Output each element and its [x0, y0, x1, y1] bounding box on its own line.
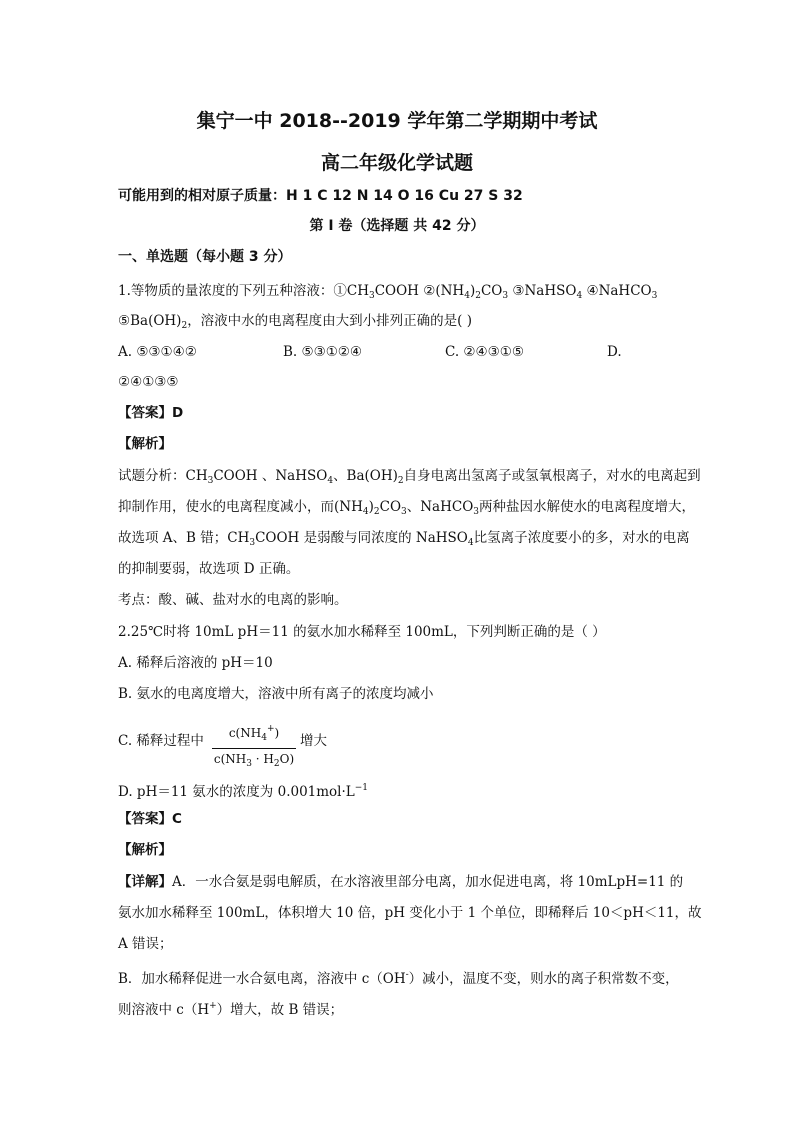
q2-option-b: B. 氨水的电离度增大，溶液中所有离子的浓度均减小 [118, 686, 434, 702]
q2-option-a: A. 稀释后溶液的 pH＝10 [118, 655, 273, 671]
q2-option-c-suffix: 增大 [300, 733, 327, 749]
q2-detail-line2: 氨水加水稀释至 100mL，体积增大 10 倍，pH 变化小于 1 个单位，即稀释后 10＜pH＜11，故 [118, 905, 702, 921]
q1-option-c: C. ②④③①⑤ [445, 344, 524, 360]
q1-option-d-cont: ②④①③⑤ [118, 374, 179, 390]
q2-answer: 【答案】C [118, 811, 182, 827]
q2-detail-line3: A 错误； [118, 936, 173, 952]
q2-detail-line4: B．加水稀释促进一水合氨电离，溶液中 c（OH-）减小，温度不变，则水的离子积常数不变， [118, 970, 679, 987]
q1-stem-line2: $⑤Ba(OH)_2$，溶液中水的电离程度由大到小排列正确的是( ) [118, 313, 473, 331]
section-heading: 一、单选题（每小题 3 分） [118, 249, 292, 265]
part-heading: 第 I 卷（选择题 共 42 分） [309, 218, 485, 234]
fraction-numerator: $c(NH_4^+)$ [228, 724, 280, 743]
fraction-bar [212, 748, 296, 749]
fraction-denominator: $c(NH_3 \cdot H_2O)$ [213, 752, 295, 769]
q1-analysis-line2: 抑制作用，使水的电离程度减小，而$(NH_4)_2CO_3$、NaHCO$_3$两种盐因水解使水的电离程度增大， [118, 499, 696, 517]
q1-answer: 【答案】D [118, 405, 184, 421]
q2-stem: 2.25℃时将 10mL pH＝11 的氨水加水稀释至 100mL，下列判断正确的是（ ） [118, 624, 606, 640]
q2-option-c-fraction [212, 720, 296, 773]
q1-stem-line1: 1.等物质的量浓度的下列五种溶液：$①CH_3COOH$ $②(NH_4)_2CO_3$ ③NaHSO$_4$ ④NaHCO$_3$ [118, 283, 658, 301]
atomic-mass-line: 可能用到的相对原子质量：H 1 C 12 N 14 O 16 Cu 27 S 32 [118, 188, 523, 204]
q1-analysis-line1: 试题分析：$CH_3COOH$ 、NaHSO$_4$、$Ba(OH)_2$自身电离出氢离子或氢氧根离子，对水的电离起到 [118, 468, 701, 486]
q1-option-b: B. ⑤③①②④ [283, 344, 363, 360]
q1-analysis-tag: 【解析】 [118, 436, 172, 452]
q1-option-d: D. [607, 344, 622, 360]
q1-analysis-line3: 故选项 A、B 错；$CH_3COOH$ 是弱酸与同浓度的 NaHSO$_4$比氢离子浓度要小的多，对水的电离 [118, 530, 690, 548]
q1-option-a: A. ⑤③①④② [118, 344, 197, 360]
q2-option-c-prefix: C. 稀释过程中 [118, 733, 204, 749]
exam-subtitle: 高二年级化学试题 [320, 152, 473, 174]
exam-title: 集宁一中 2018--2019 学年第二学期期中考试 [196, 110, 598, 132]
q1-analysis-line5: 考点：酸、碱、盐对水的电离的影响。 [118, 592, 348, 608]
q2-analysis-tag: 【解析】 [118, 842, 172, 858]
q2-detail-line1: 【详解】A．一水合氨是弱电解质，在水溶液里部分电离，加水促进电离，将 10mLpH=11 的 [118, 874, 684, 890]
q1-analysis-line4: 的抑制要弱，故选项 D 正确。 [118, 561, 300, 577]
q2-option-d: D. pH＝11 氨水的浓度为 $0.001mol\cdot L^{-1}$ [118, 783, 369, 800]
q2-detail-line5: 则溶液中 c（H+）增大，故 B 错误； [118, 1001, 344, 1018]
